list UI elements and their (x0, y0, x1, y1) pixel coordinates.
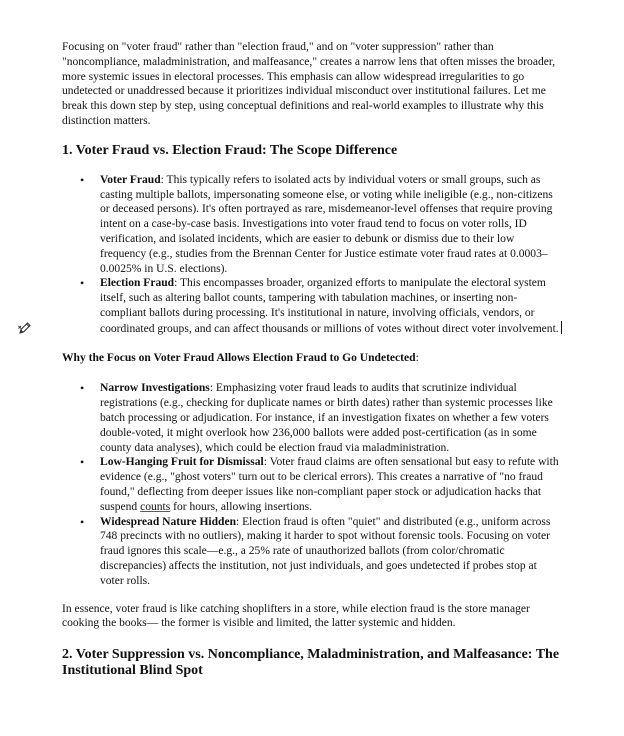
summary-paragraph: In essence, voter fraud is like catching shoplifters in a store, while election fraud is the store manager cooking the books— the former is visible and limited, the latter systemic and hidden. (62, 602, 530, 630)
list-item (100, 276, 562, 336)
bullet-text: : Emphasizing voter fraud leads to audits that scrutinize individual registrations (e.g., checking for duplicate names or birth dates) rather than systemic processes like batch processing or adjudication. For instance, if an investigation fixates on whether a few voters double-voted, it might overlook how 236,000 ballots were added post-certification (as in some county data analyses), which could be election fraud via maladministration. (100, 382, 553, 454)
bullet-term: Narrow Investigations (100, 382, 210, 395)
section-1-heading: 1. Voter Fraud vs. Election Fraud: The Scope Difference (62, 142, 398, 158)
section-2-heading: 2. Voter Suppression vs. Noncompliance, Maladministration, and Malfeasance: The Institutional Blind Spot (62, 647, 560, 679)
list-item (100, 515, 562, 589)
spellcheck-underline[interactable]: counts (140, 500, 171, 513)
bullet-text: for hours, allowing insertions. (170, 500, 313, 513)
list-item (100, 381, 562, 455)
bullet-text: : Voter fraud claims are often sensational but easy to refute with evidence (e.g., "ghost voters" turn out to be clerical errors). This creates a narrative of "no fraud found," deflecting from deeper issues like non-compliant paper stock or adjudication hacks that suspend (100, 456, 559, 513)
bullet-term: Low-Hanging Fruit for Dismissal (100, 456, 264, 469)
subsection-heading: Why the Focus on Voter Fraud Allows Election Fraud to Go Undetected: (62, 351, 419, 364)
intro-paragraph: Focusing on "voter fraud" rather than "election fraud," and on "voter suppression" rather than "noncompliance, maladministration, and malfeasance," creates a narrow lens that often misses the broader, more systemic issues in electoral processes. This emphasis can allow widespread irregularities to go undetected or unaddressed because it prioritizes individual misconduct over institutional failures. Let me break this down step by step, using conceptual definitions and real-world examples to illustrate why this distinction matters. (62, 41, 556, 127)
text-cursor (561, 321, 562, 334)
bullet-term: Election Fraud (100, 277, 175, 290)
pen-edit-icon[interactable] (17, 320, 33, 336)
list-item (100, 455, 562, 514)
definitions-list (62, 173, 562, 337)
list-item (100, 173, 562, 277)
bullet-text: : This encompasses broader, organized efforts to manipulate the electoral system itself, such as altering ballot counts, tampering with tabulation machines, or inserting non-compliant ballots during processing. It's institutional in nature, involving officials, vendors, or coordinated groups, and can affect thousands or millions of votes without direct voter involvement. (100, 277, 559, 335)
reasons-list (62, 381, 562, 588)
bullet-term: Voter Fraud (100, 173, 161, 186)
bullet-text: : Election fraud is often "quiet" and distributed (e.g., uniform across 748 precincts with no outliers), making it harder to spot without forensic tools. Focusing on voter fraud ignores this scale—e.g., a 25% rate of unauthorized ballots (from color/chromatic discrepancies) affects the institution, not just individuals, and goes undetected if probes stop at voter rolls. (100, 515, 551, 587)
document-page[interactable] (62, 40, 562, 693)
bullet-term: Widespread Nature Hidden (100, 515, 237, 528)
bullet-text: : This typically refers to isolated acts by individual voters or small groups, such as casting multiple ballots, impersonating someone else, or voting while ineligible (e.g., non-citizens or deceased persons). It's often portrayed as rare, misdemeanor-level offenses that require proving intent on a case-by-case basis. Investigations into voter fraud tend to focus on voter rolls, ID verification, and isolated incidents, which are easier to debunk or dismiss due to their low frequency (e.g., studies from the Brennan Center for Justice estimate voter fraud rates at 0.0003–0.0025% in U.S. elections). (100, 173, 553, 275)
